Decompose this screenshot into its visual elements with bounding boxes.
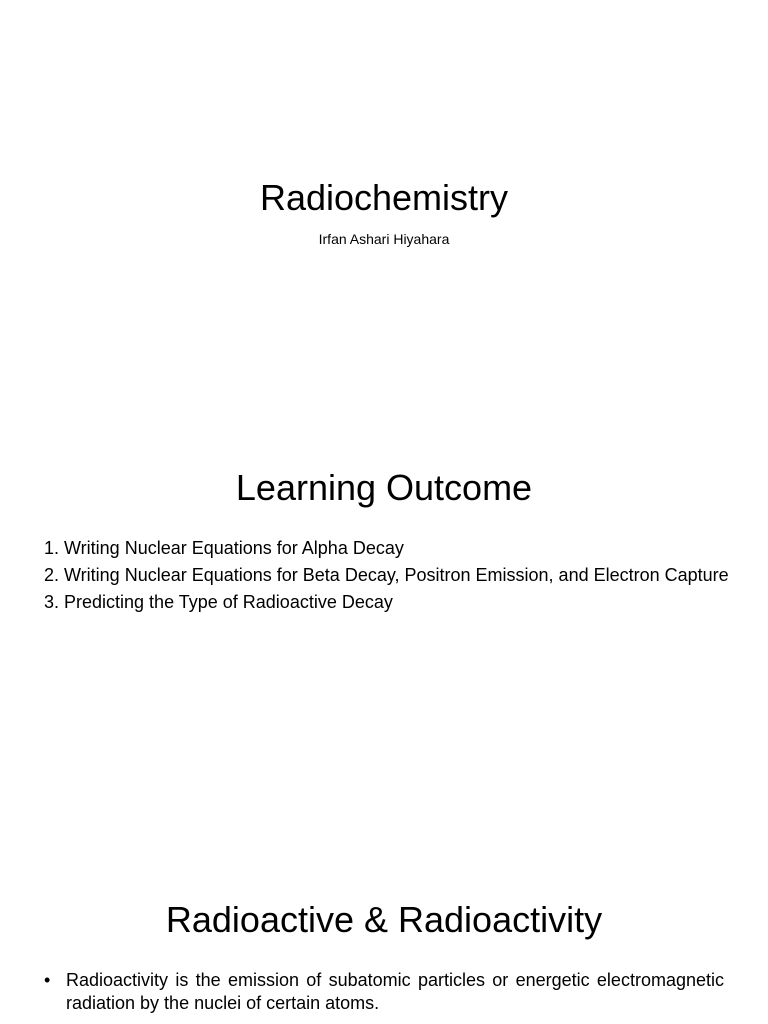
radioactivity-heading: Radioactive & Radioactivity — [165, 899, 603, 940]
radioactivity-bullet-list — [44, 969, 724, 1015]
list-item — [44, 969, 724, 1015]
list-item: 1. Writing Nuclear Equations for Alpha Decay — [44, 538, 404, 558]
learning-outcome-list — [44, 537, 734, 618]
list-item: 2. Writing Nuclear Equations for Beta Decay, Positron Emission, and Electron Capture — [44, 565, 729, 585]
slide-author: Irfan Ashari Hiyahara — [318, 231, 450, 247]
list-item: 3. Predicting the Type of Radioactive Decay — [44, 592, 393, 612]
slide-title: Radiochemistry — [259, 177, 509, 218]
bullet-text: Radioactivity is the emission of subatomic particles or energetic electromagnetic radiation by the nuclei of certain atoms. — [66, 970, 724, 1013]
bullet-icon: • — [44, 970, 51, 990]
learning-outcome-heading: Learning Outcome — [235, 467, 533, 508]
